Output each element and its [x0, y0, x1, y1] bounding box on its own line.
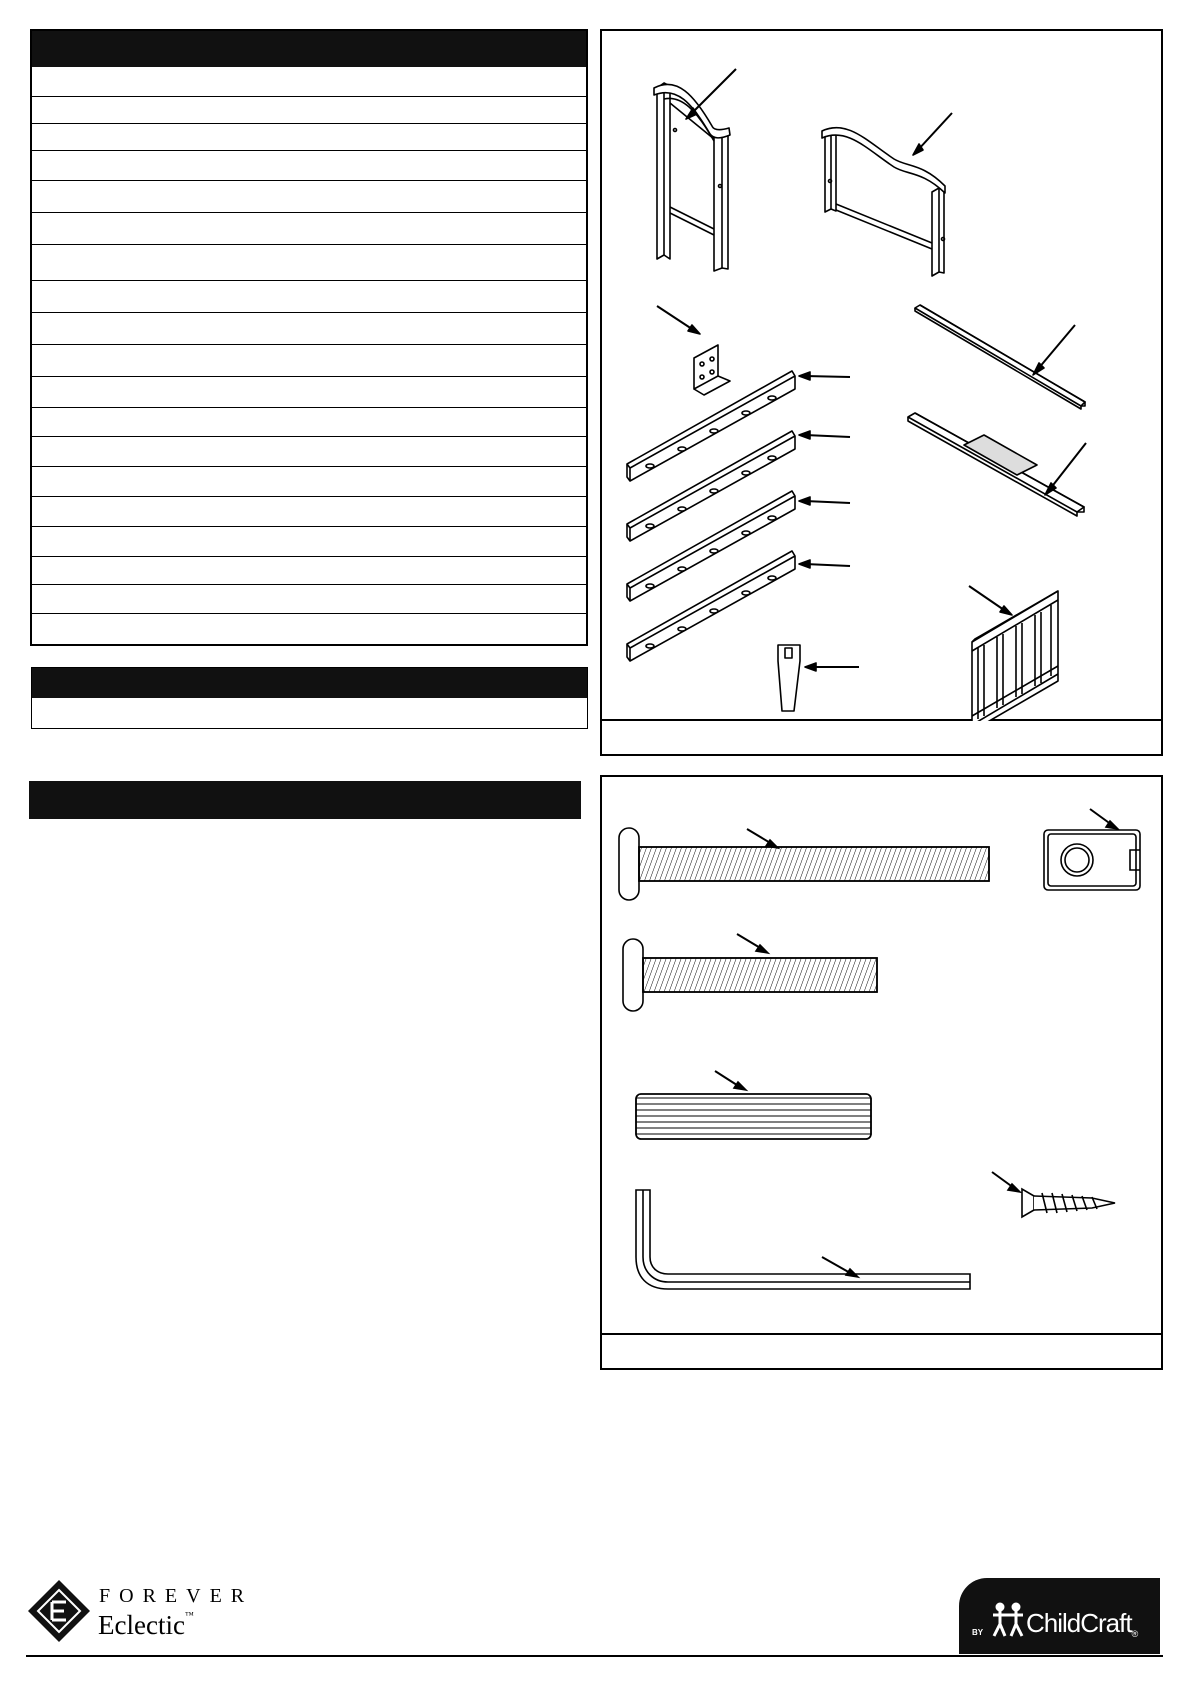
parts-illustration-panel — [600, 29, 1163, 756]
table-row — [32, 312, 586, 313]
footboard-panel-illustration — [822, 113, 952, 276]
footer-divider — [26, 1655, 1163, 1657]
wood-dowel-illustration — [636, 1071, 871, 1139]
table-row — [32, 150, 586, 151]
parts-list-table — [30, 29, 588, 646]
side-rails-illustration — [627, 371, 850, 661]
table-row — [32, 407, 586, 408]
trademark-mark: ™ — [184, 1610, 194, 1620]
registered-mark: ® — [1131, 1629, 1138, 1639]
brand-bottom-label: Eclectic — [98, 1610, 185, 1640]
parts-panel-caption — [602, 719, 1161, 758]
table-row — [32, 556, 586, 557]
table-row — [32, 123, 586, 124]
parts-list-header — [32, 31, 586, 67]
table-row — [32, 344, 586, 345]
table-row — [32, 496, 586, 497]
corner-bracket-illustration — [657, 306, 730, 395]
forever-eclectic-logo — [26, 1578, 266, 1648]
maker-name-label: ChildCraft — [1026, 1608, 1132, 1638]
slat-support-narrow-illustration — [915, 305, 1085, 409]
long-bolt-illustration — [619, 828, 989, 900]
maker-prefix: BY — [972, 1628, 984, 1637]
short-bolt-illustration — [623, 934, 877, 1011]
childcraft-figures-icon — [991, 1602, 1025, 1638]
barrel-nut-illustration — [1044, 809, 1140, 890]
table-row — [32, 376, 586, 377]
forever-eclectic-emblem-icon — [26, 1578, 92, 1644]
hardware-illustration-panel — [600, 775, 1163, 1370]
headboard-panel-illustration — [654, 69, 736, 271]
hardware-panel-caption — [602, 1333, 1161, 1372]
wood-screw-illustration — [992, 1172, 1115, 1217]
secondary-table-header — [32, 668, 587, 698]
table-row — [32, 96, 586, 97]
section-header-bar — [29, 781, 581, 819]
table-row — [32, 212, 586, 213]
maker-name — [1026, 1608, 1137, 1639]
table-row — [32, 584, 586, 585]
allen-wrench-illustration — [636, 1190, 970, 1289]
secondary-table — [31, 667, 588, 729]
hardware-illustration — [602, 777, 1161, 1333]
table-row — [32, 244, 586, 245]
table-row — [32, 436, 586, 437]
table-row — [32, 526, 586, 527]
childcraft-logo — [959, 1578, 1160, 1654]
table-row — [32, 466, 586, 467]
table-row — [32, 180, 586, 181]
center-support-leg-illustration — [778, 645, 859, 711]
brand-top-text: FOREVER — [99, 1585, 254, 1607]
parts-illustration — [602, 31, 1161, 721]
toddler-guardrail-illustration — [969, 586, 1058, 721]
brand-bottom-text — [98, 1610, 194, 1641]
table-row — [32, 613, 586, 614]
slat-support-wide-illustration — [908, 413, 1086, 516]
table-row — [32, 280, 586, 281]
